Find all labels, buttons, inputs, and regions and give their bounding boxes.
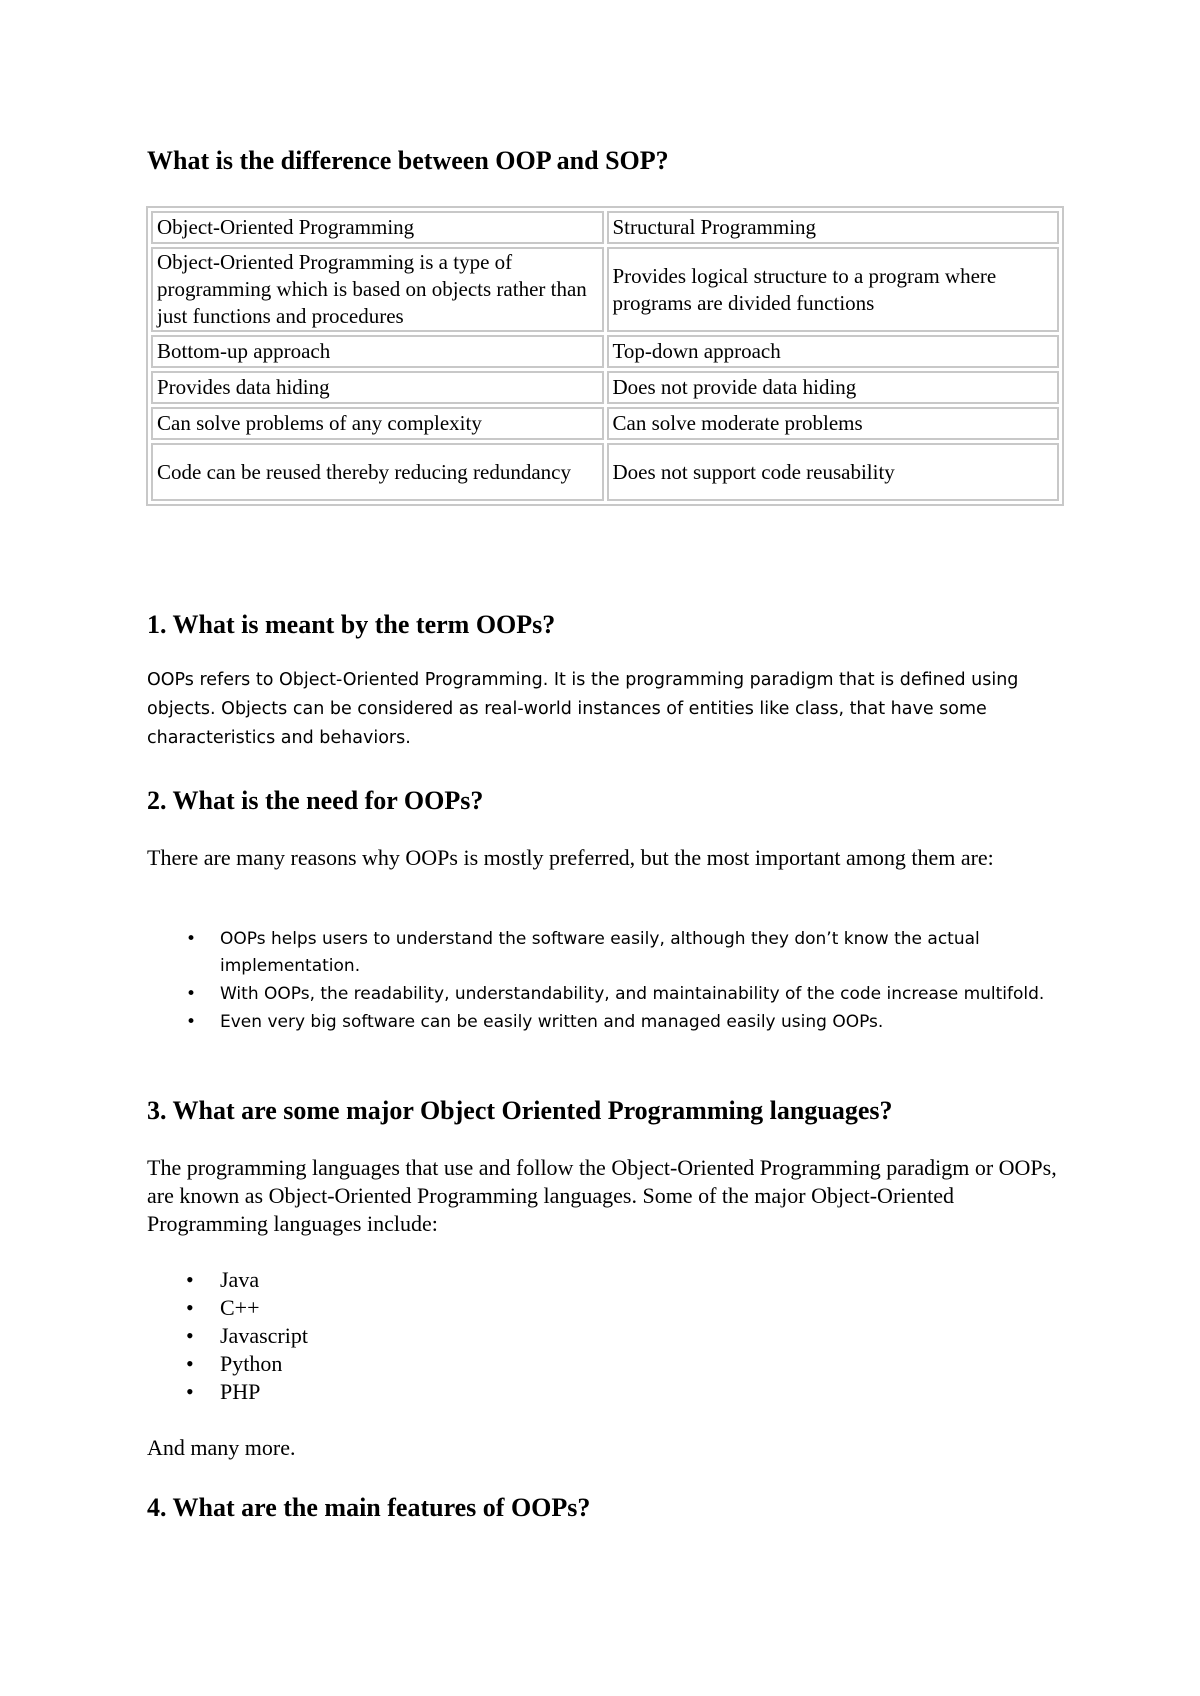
heading-oop-vs-sop: What is the difference between OOP and SOP? [147, 146, 669, 175]
table-cell: Provides logical structure to a program where programs are divided functions [607, 247, 1060, 332]
bullet-icon: • [186, 1323, 194, 1348]
table-row [151, 335, 1059, 368]
table-cell: Structural Programming [607, 211, 1060, 244]
bullet-icon: • [186, 1012, 197, 1032]
languages-list [180, 1266, 308, 1406]
table-row [151, 211, 1059, 244]
bullet-icon: • [186, 1379, 194, 1404]
table-cell: Object-Oriented Programming is a type of programming which is based on objects rather than just functions and procedures [151, 247, 604, 332]
bullet-icon: • [186, 1351, 194, 1376]
list-item: • Javascript [186, 1323, 308, 1348]
bullet-icon: • [186, 984, 197, 1004]
table-cell: Bottom-up approach [151, 335, 604, 368]
need-bullet-list [180, 926, 1070, 1036]
list-item: • PHP [186, 1379, 261, 1404]
bullet-icon: • [186, 1295, 194, 1320]
list-item: • OOPs helps users to understand the software easily, although they don’t know the actual implementation. [180, 926, 1070, 980]
table-cell: Top-down approach [607, 335, 1060, 368]
table-row [151, 407, 1059, 440]
table-cell: Can solve problems of any complexity [151, 407, 604, 440]
heading-q4-main-features: 4. What are the main features of OOPs? [147, 1493, 591, 1522]
paragraph-languages-intro: The programming languages that use and follow the Object-Oriented Programming paradigm or OOPs, are known as Object-Oriented Programming languages. Some of the major Object-Oriented Programming languages include: [147, 1155, 1057, 1236]
heading-q1-meaning-of-oops: 1. What is meant by the term OOPs? [147, 610, 556, 639]
list-item: • Java [186, 1267, 260, 1292]
list-item: • Even very big software can be easily written and managed easily using OOPs. [180, 1009, 1070, 1036]
heading-q3-major-languages: 3. What are some major Object Oriented Programming languages? [147, 1096, 893, 1125]
paragraph-and-many-more: And many more. [147, 1435, 296, 1460]
heading-q2-need-for-oops: 2. What is the need for OOPs? [147, 786, 484, 815]
table-row [151, 247, 1059, 332]
table-cell: Can solve moderate problems [607, 407, 1060, 440]
list-item: • C++ [186, 1295, 260, 1320]
table-cell: Object-Oriented Programming [151, 211, 604, 244]
paragraph-need-intro: There are many reasons why OOPs is mostly preferred, but the most important among them are: [147, 845, 994, 870]
table-row [151, 371, 1059, 404]
table-row [151, 443, 1059, 501]
bullet-icon: • [186, 1267, 194, 1292]
comparison-table [146, 206, 1064, 506]
list-item: • Python [186, 1351, 283, 1376]
table-cell: Provides data hiding [151, 371, 604, 404]
bullet-icon: • [186, 929, 197, 949]
table-cell: Does not support code reusability [607, 443, 1060, 501]
list-item: • With OOPs, the readability, understandability, and maintainability of the code increase multifold. [180, 981, 1070, 1008]
table-cell: Code can be reused thereby reducing redundancy [151, 443, 604, 501]
paragraph-oops-definition: OOPs refers to Object-Oriented Programming. It is the programming paradigm that is defined using objects. Objects can be considered as real-world instances of entities like class, that have some characteristics and behaviors. [147, 670, 1019, 748]
table-cell: Does not provide data hiding [607, 371, 1060, 404]
